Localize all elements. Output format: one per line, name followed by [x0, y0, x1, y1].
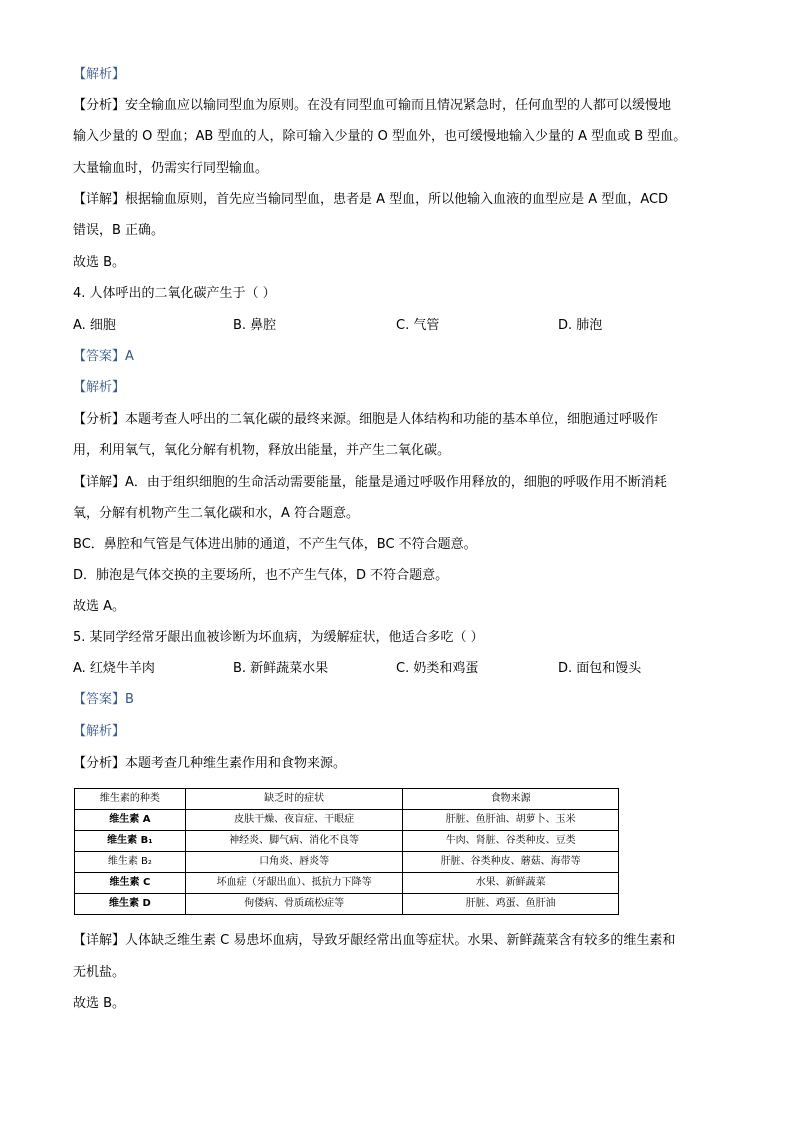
q3-analysis-line-2: 输入少量的 O 型血；AB 型血的人，除可输入少量的 O 型血外，也可缓慢地输入少量的 A 型血或 B 型血。 [73, 129, 687, 144]
q3-analysis-line-1: 【分析】安全输血应以输同型血为原则。在没有同型血可输而且情况紧急时，任何血型的人都可以缓慢地 [73, 98, 672, 113]
q5-option-c: C. 奶类和鸡蛋 [396, 661, 479, 676]
q5-option-b: B. 新鲜蔬菜水果 [233, 661, 329, 676]
q4-detail-line-2: 氧，分解有机物产生二氧化碳和水，A 符合题意。 [73, 506, 360, 521]
q4-analysis-heading: 【解析】 [73, 380, 126, 395]
q5-option-d: D. 面包和馒头 [558, 661, 642, 676]
table-cell-source: 肝脏、鸡蛋、鱼肝油 [403, 894, 619, 915]
q3-conclusion: 故选 B。 [73, 255, 126, 270]
table-header-cell: 食物来源 [403, 789, 619, 810]
q4-answer: 【答案】A [73, 349, 134, 364]
q5-option-a: A. 红烧牛羊肉 [73, 661, 155, 676]
q4-option-d: D. 肺泡 [558, 318, 603, 333]
table-cell-symptom: 佝偻病、骨质疏松症等 [185, 894, 403, 915]
q4-option-c: C. 气管 [396, 318, 440, 333]
table-cell-source: 牛肉、肾脏、谷类种皮、豆类 [403, 831, 619, 852]
table-cell-symptom: 皮肤干燥、夜盲症、干眼症 [185, 810, 403, 831]
q4-conclusion: 故选 A。 [73, 599, 126, 614]
table-header-cell: 维生素的种类 [75, 789, 186, 810]
q3-detail-line-1: 【详解】根据输血原则，首先应当输同型血，患者是 A 型血，所以他输入血液的血型应是 A 型血，ACD [73, 192, 669, 207]
q5-detail-line-1: 【详解】人体缺乏维生素 C 易患坏血病，导致牙龈经常出血等症状。水果、新鲜蔬菜含有较多的维生素和 [73, 933, 676, 948]
q5-answer: 【答案】B [73, 692, 134, 707]
table-cell-symptom: 神经炎、脚气病、消化不良等 [185, 831, 403, 852]
table-row [75, 852, 619, 873]
table-row [75, 873, 619, 894]
table-row [75, 894, 619, 915]
table-cell-source: 肝脏、谷类种皮、蘑菇、海带等 [403, 852, 619, 873]
table-cell-vitamin: 维生素 D [75, 894, 186, 915]
table-row [75, 810, 619, 831]
table-row [75, 831, 619, 852]
table-cell-vitamin: 维生素 A [75, 810, 186, 831]
table-cell-vitamin: 维生素 C [75, 873, 186, 894]
q5-detail-line-2: 无机盐。 [73, 965, 126, 980]
q5-conclusion: 故选 B。 [73, 996, 126, 1011]
analysis-heading: 【解析】 [73, 67, 126, 82]
q4-analysis-line-2: 用，利用氧气，氧化分解有机物，释放出能量，并产生二氧化碳。 [73, 443, 451, 458]
q4-option-a: A. 细胞 [73, 318, 116, 333]
question-4-stem: 4. 人体呼出的二氧化碳产生于（ ） [73, 286, 276, 301]
q3-analysis-line-3: 大量输血时，仍需实行同型输血。 [73, 161, 269, 176]
table-cell-source: 肝脏、鱼肝油、胡萝卜、玉米 [403, 810, 619, 831]
table-cell-vitamin: 维生素 B₂ [75, 852, 186, 873]
table-header-row [75, 789, 619, 810]
table-cell-vitamin: 维生素 B₁ [75, 831, 186, 852]
q4-analysis-line-1: 【分析】本题考查人呼出的二氧化碳的最终来源。细胞是人体结构和功能的基本单位，细胞通过呼吸作 [73, 412, 659, 427]
table-cell-symptom: 口角炎、唇炎等 [185, 852, 403, 873]
vitamin-table [74, 788, 619, 915]
q4-detail-line-4: D．肺泡是气体交换的主要场所，也不产生气体，D 不符合题意。 [73, 568, 449, 583]
table-cell-symptom: 坏血症（牙龈出血）、抵抗力下降等 [185, 873, 403, 894]
table-cell-source: 水果、新鲜蔬菜 [403, 873, 619, 894]
q4-option-b: B. 鼻腔 [233, 318, 277, 333]
q5-analysis-heading: 【解析】 [73, 724, 126, 739]
q3-detail-line-2: 错误，B 正确。 [73, 223, 165, 238]
q4-detail-line-3: BC．鼻腔和气管是气体进出肺的通道，不产生气体，BC 不符合题意。 [73, 537, 477, 552]
table-header-cell: 缺乏时的症状 [185, 789, 403, 810]
q4-detail-line-1: 【详解】A．由于组织细胞的生命活动需要能量，能量是通过呼吸作用释放的，细胞的呼吸作用不断消耗 [73, 475, 667, 490]
q5-analysis-line-1: 【分析】本题考查几种维生素作用和食物来源。 [73, 756, 347, 771]
question-5-stem: 5. 某同学经常牙龈出血被诊断为坏血病，为缓解症状，他适合多吃（ ） [73, 630, 484, 645]
